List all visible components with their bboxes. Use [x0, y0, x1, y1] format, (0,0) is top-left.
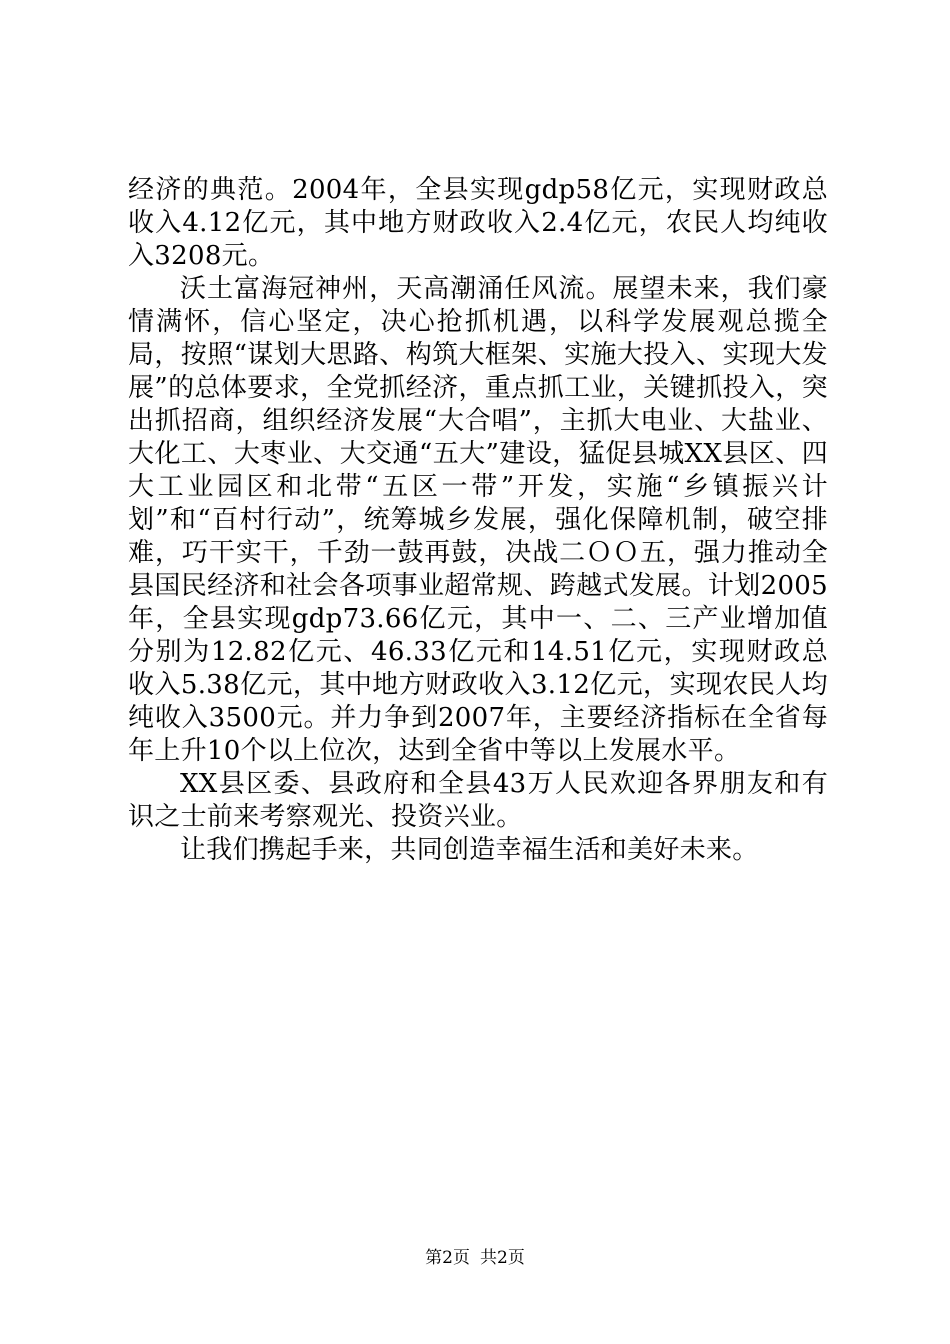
paragraph-1: 经济的典范。2004年，全县实现gdp58亿元，实现财政总收入4.12亿元，其中地方财政收入2.4亿元，农民人均纯收入3208元。: [128, 175, 828, 271]
page-footer: [0, 1243, 950, 1268]
paragraph-3: XX县区委、县政府和全县43万人民欢迎各界朋友和有识之士前来考察观光、投资兴业。: [128, 769, 828, 832]
paragraph-4: 让我们携起手来，共同创造幸福生活和美好未来。: [180, 835, 759, 865]
page-number: 第2页: [425, 1248, 470, 1268]
page-total: 共2页: [480, 1248, 525, 1268]
paragraph-2: 沃土富海冠神州，天高潮涌任风流。展望未来，我们豪情满怀，信心坚定，决心抢抓机遇，以科学发展观总揽全局，按照“谋划大思路、构筑大框架、实施大投入、实现大发展”的总体要求，全党抓经济，重点抓工业，关键抓投入，突出抓招商，组织经济发展“大合唱”，主抓大电业、大盐业、大化工、大枣业、大交通“五大”建设，猛促县城XX县区、四大工业园区和北带“五区一带”开发，实施“乡镇振兴计划”和“百村行动”，统筹城乡发展，强化保障机制，破空排难，巧干实干，千劲一鼓再鼓，决战二ＯＯ五，强力推动全县国民经济和社会各项事业超常规、跨越式发展。计划2005年，全县实现gdp73.66亿元，其中一、二、三产业增加值分别为12.82亿元、46.33亿元和14.51亿元，实现财政总收入5.38亿元，其中地方财政收入3.12亿元，实现农民人均纯收入3500元。并力争到2007年，主要经济指标在全省每年上升10个以上位次，达到全省中等以上发展水平。: [128, 274, 828, 766]
document-body: [128, 174, 828, 867]
